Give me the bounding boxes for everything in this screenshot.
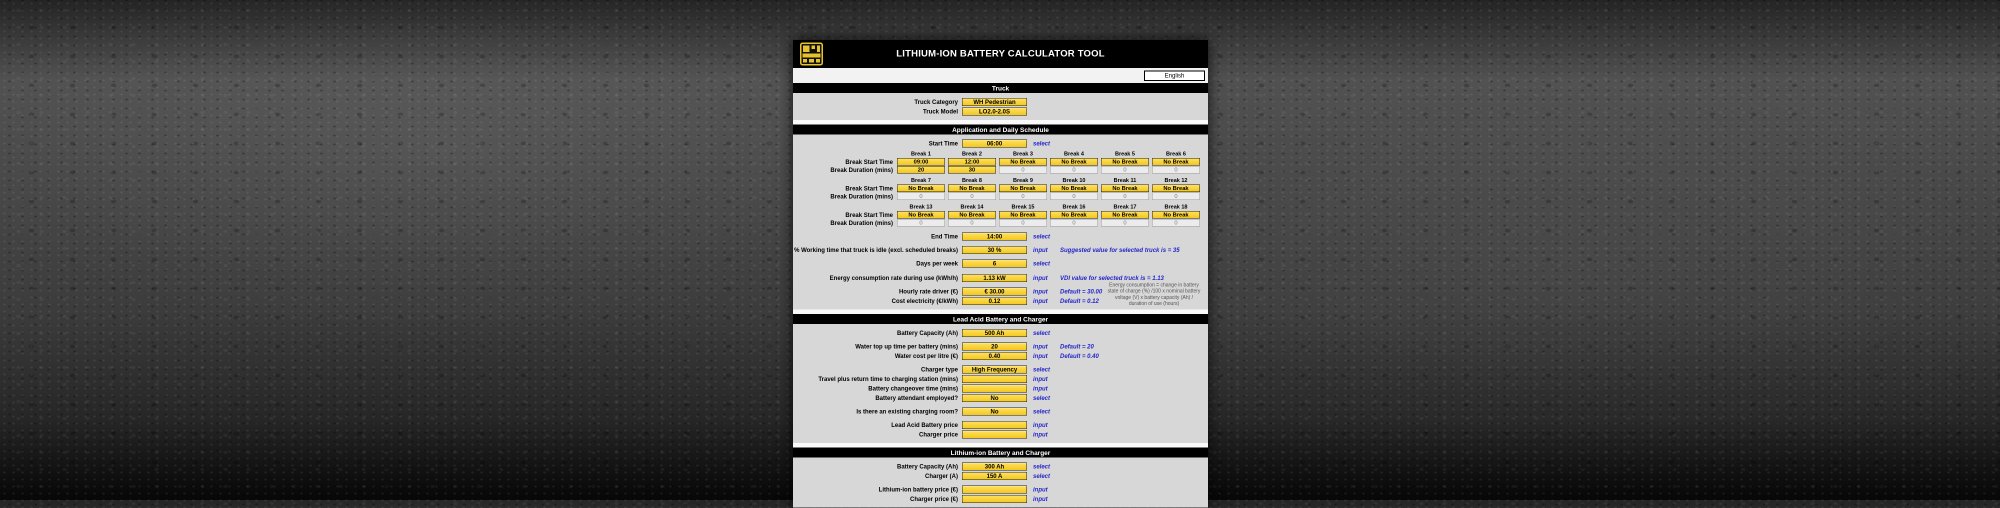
value-input-box[interactable]: LO2.0-2.0S [962, 108, 1027, 116]
break-duration-box[interactable]: 0 [897, 219, 945, 227]
calculator-sheet [793, 40, 1208, 508]
break-row-labels [793, 151, 897, 174]
hint-text: select [1033, 260, 1051, 267]
field-label: Charger type [920, 365, 958, 373]
value-input-box[interactable]: No [962, 394, 1027, 402]
break-name: Break 6 [1166, 151, 1186, 157]
field-label: Lead Acid Battery price [891, 421, 958, 429]
break-duration-box[interactable]: 0 [1152, 193, 1200, 201]
break-duration-label: Break Duration (mins) [830, 193, 893, 200]
break-name: Break 5 [1115, 151, 1135, 157]
break-start-box[interactable]: No Break [948, 185, 996, 193]
value-input-box[interactable]: 500 Ah [962, 329, 1027, 337]
break-duration-box[interactable]: 0 [1152, 219, 1200, 227]
form-row [793, 352, 1206, 360]
break-duration-label: Break Duration (mins) [830, 166, 893, 174]
break-column [1050, 151, 1098, 174]
form-row [793, 463, 1206, 471]
form-row [793, 108, 1206, 116]
default-note: Default = 30.00 [1060, 288, 1103, 295]
break-name: Break 4 [1064, 151, 1084, 157]
brand-logo-icon [800, 43, 823, 66]
field-label: Travel plus return time to charging station (mins) [818, 375, 958, 383]
start-time-row [793, 140, 1206, 148]
lithium-rows [793, 461, 1206, 503]
hint-text: select [1033, 329, 1051, 337]
break-duration-box[interactable]: 0 [948, 219, 996, 227]
field-label: Battery Capacity (Ah) [896, 462, 958, 470]
form-row [793, 274, 1206, 282]
value-input-box[interactable]: WH Pedestrian [962, 98, 1027, 106]
value-input-box[interactable]: 1.13 kW [962, 274, 1027, 282]
break-duration-box[interactable]: 20 [897, 166, 945, 174]
form-row [793, 343, 1206, 351]
section-header-lead-acid: Lead Acid Battery and Charger [793, 314, 1208, 324]
break-group-1 [793, 151, 1206, 174]
break-start-box[interactable]: No Break [897, 211, 945, 219]
field-label: Charger price [918, 430, 958, 438]
value-input-box[interactable] [962, 421, 1027, 429]
break-column [1101, 204, 1149, 227]
break-group-3 [793, 204, 1206, 227]
break-column [999, 204, 1047, 227]
value-input-box[interactable]: High Frequency [962, 366, 1027, 374]
hint-text: select [1033, 472, 1051, 480]
break-column [1152, 151, 1200, 174]
break-column [1050, 204, 1098, 227]
truck-rows [793, 97, 1206, 116]
break-name: Break 15 [1011, 204, 1035, 210]
break-start-box[interactable]: No Break [1152, 185, 1200, 193]
break-start-box[interactable]: No Break [999, 211, 1047, 219]
break-start-box[interactable]: 12:00 [948, 158, 996, 166]
break-columns [897, 204, 1200, 227]
language-button[interactable]: English [1144, 70, 1205, 81]
form-row [793, 408, 1206, 416]
break-name: Break 8 [962, 177, 982, 184]
break-column [948, 178, 996, 201]
field-label: Lithium-ion battery price (€) [878, 485, 958, 493]
energy-formula-note: Energy consumption = change in battery state of charge (%) /100 x nominal battery voltage (V) x battery capacity (Ah) / duration of use (hours) [1107, 282, 1201, 307]
default-note: Default = 20 [1060, 343, 1094, 350]
suggestion-note: Suggested value for selected truck is = 35 [1060, 246, 1180, 254]
break-duration-box[interactable]: 0 [1152, 166, 1200, 174]
language-row [793, 68, 1208, 83]
section-header-truck: Truck [793, 83, 1208, 93]
break-row-labels [793, 204, 897, 227]
field-label: Cost electricity (€/kWh) [891, 297, 958, 305]
field-label: Battery Capacity (Ah) [896, 329, 958, 337]
break-column [1152, 204, 1200, 227]
break-start-box[interactable]: No Break [1050, 158, 1098, 166]
break-start-box[interactable]: No Break [999, 185, 1047, 193]
field-label: % Working time that truck is idle (excl. scheduled breaks) [794, 246, 958, 254]
field-label: Charger price (€) [909, 495, 958, 503]
value-input-box[interactable]: 14:00 [962, 233, 1027, 241]
break-column [999, 151, 1047, 174]
break-duration-box[interactable]: 0 [1050, 193, 1098, 201]
break-duration-box[interactable]: 0 [999, 166, 1047, 174]
break-start-box[interactable]: No Break [1152, 158, 1200, 166]
break-duration-box[interactable]: 0 [1050, 219, 1098, 227]
break-start-box[interactable]: No Break [1101, 158, 1149, 166]
break-columns [897, 178, 1200, 201]
hint-text: input [1033, 421, 1048, 429]
field-label: Start Time [928, 139, 958, 147]
form-row [793, 394, 1206, 402]
value-input-box[interactable]: 30 % [962, 246, 1027, 254]
form-row [793, 486, 1206, 494]
lead-acid-section [793, 324, 1208, 443]
break-row-labels [793, 178, 897, 201]
field-label: Charger (A) [924, 472, 958, 480]
break-name: Break 13 [909, 204, 933, 210]
break-start-box[interactable]: No Break [1152, 211, 1200, 219]
break-duration-box[interactable]: 0 [1101, 166, 1149, 174]
cost-rows-wrapper [793, 273, 1206, 306]
break-start-box[interactable]: 09:00 [897, 158, 945, 166]
value-input-box[interactable] [962, 486, 1027, 494]
field-label: Truck Category [914, 98, 958, 106]
break-name: Break 3 [1013, 151, 1033, 157]
break-duration-box[interactable]: 0 [1050, 166, 1098, 174]
title-bar [793, 40, 1208, 68]
hint-text: input [1033, 288, 1048, 295]
hint-text: input [1033, 385, 1048, 392]
break-start-box[interactable]: No Break [1101, 211, 1149, 219]
break-column [897, 178, 945, 201]
truck-section [793, 93, 1208, 120]
field-label: Water top up time per battery (mins) [855, 342, 958, 350]
hint-text: input [1033, 246, 1048, 254]
hint-text: select [1033, 394, 1051, 402]
break-duration-box[interactable]: 0 [897, 193, 945, 201]
start-time-box[interactable]: 06:00 [962, 140, 1027, 148]
form-row [793, 246, 1206, 254]
hint-text: input [1033, 375, 1048, 383]
hint-text: select [1033, 140, 1051, 147]
break-start-label: Break Start Time [845, 211, 893, 219]
lead-acid-rows [793, 328, 1206, 439]
break-name: Break 12 [1164, 177, 1188, 184]
break-name: Break 11 [1113, 177, 1137, 184]
break-duration-box[interactable]: 0 [948, 193, 996, 201]
break-column [948, 204, 996, 227]
value-input-box[interactable]: 300 Ah [962, 463, 1027, 471]
break-duration-box[interactable]: 0 [999, 193, 1047, 201]
hint-text: select [1033, 366, 1051, 373]
default-note: Default = 0.12 [1060, 297, 1099, 305]
break-name: Break 7 [911, 177, 931, 184]
value-input-box[interactable]: 150 A [962, 472, 1027, 480]
break-duration-box[interactable]: 0 [1101, 193, 1149, 201]
value-input-box[interactable]: No [962, 408, 1027, 416]
form-row [793, 260, 1206, 268]
field-label: Water cost per litre (€) [894, 352, 958, 360]
form-row [793, 366, 1206, 374]
break-group-2 [793, 178, 1206, 201]
field-label: End Time [931, 232, 958, 240]
field-label: Hourly rate driver (€) [898, 287, 958, 295]
field-label: Battery changeover time (mins) [868, 384, 958, 392]
break-start-box[interactable]: No Break [1050, 185, 1098, 193]
hint-text: input [1033, 297, 1048, 305]
break-columns [897, 151, 1200, 174]
break-column [999, 178, 1047, 201]
break-name: Break 16 [1062, 204, 1086, 210]
schedule-section [793, 135, 1208, 310]
calculator-panel [793, 40, 1208, 508]
break-duration-box[interactable]: 30 [948, 166, 996, 174]
value-input-box[interactable] [962, 375, 1027, 383]
hint-text: select [1033, 463, 1051, 470]
value-input-box[interactable] [962, 495, 1027, 503]
break-name: Break 10 [1062, 177, 1086, 184]
field-label: Truck Model [922, 107, 958, 115]
hint-text: select [1033, 233, 1051, 240]
break-name: Break 9 [1013, 177, 1033, 184]
break-column [1050, 178, 1098, 201]
form-row [793, 385, 1206, 393]
hint-text: input [1033, 486, 1048, 493]
form-row [793, 375, 1206, 383]
value-input-box[interactable]: 6 [962, 260, 1027, 268]
break-start-box[interactable]: No Break [948, 211, 996, 219]
value-input-box[interactable]: 0.40 [962, 352, 1027, 360]
page-title: LITHIUM-ION BATTERY CALCULATOR TOOL [896, 48, 1105, 59]
break-column [897, 204, 945, 227]
form-row [793, 472, 1206, 480]
field-label: Is there an existing charging room? [856, 407, 958, 415]
default-note: VDI value for selected truck is = 1.13 [1060, 274, 1164, 282]
schedule-rows [793, 227, 1206, 268]
section-header-lithium: Lithium-ion Battery and Charger [793, 448, 1208, 458]
hint-text: select [1033, 408, 1051, 415]
form-row [793, 329, 1206, 337]
break-name: Break 17 [1113, 204, 1137, 210]
break-duration-label: Break Duration (mins) [830, 219, 893, 227]
break-start-box[interactable]: No Break [999, 158, 1047, 166]
value-input-box[interactable] [962, 385, 1027, 393]
value-input-box[interactable]: € 30.00 [962, 288, 1027, 296]
break-column [1152, 178, 1200, 201]
lithium-section [793, 458, 1208, 508]
break-start-label: Break Start Time [845, 158, 893, 166]
break-duration-box[interactable]: 0 [1101, 219, 1149, 227]
break-name: Break 18 [1164, 204, 1188, 210]
break-start-box[interactable]: No Break [1050, 211, 1098, 219]
hint-text: input [1033, 274, 1048, 282]
break-name: Break 2 [962, 151, 982, 157]
break-start-label: Break Start Time [845, 185, 893, 192]
form-row [793, 421, 1206, 429]
break-name: Break 1 [911, 151, 931, 157]
value-input-box[interactable] [962, 431, 1027, 439]
value-input-box[interactable]: 0.12 [962, 297, 1027, 305]
value-input-box[interactable]: 20 [962, 343, 1027, 351]
break-start-box[interactable]: No Break [897, 185, 945, 193]
form-row [793, 495, 1206, 503]
break-column [1101, 151, 1149, 174]
form-row [793, 233, 1206, 241]
break-start-box[interactable]: No Break [1101, 185, 1149, 193]
hint-text: input [1033, 343, 1048, 350]
break-column [897, 151, 945, 174]
form-row [793, 431, 1206, 439]
section-header-schedule: Application and Daily Schedule [793, 125, 1208, 135]
hint-text: input [1033, 352, 1048, 360]
field-label: Battery attendant employed? [875, 394, 958, 402]
field-label: Days per week [916, 259, 958, 267]
hint-text: input [1033, 495, 1048, 503]
break-column [1101, 178, 1149, 201]
break-name: Break 14 [960, 204, 984, 210]
break-duration-box[interactable]: 0 [999, 219, 1047, 227]
default-note: Default = 0.40 [1060, 352, 1099, 360]
hint-text: input [1033, 431, 1048, 438]
field-label: Energy consumption rate during use (kWh/h) [829, 274, 958, 282]
break-column [948, 151, 996, 174]
form-row [793, 98, 1206, 106]
